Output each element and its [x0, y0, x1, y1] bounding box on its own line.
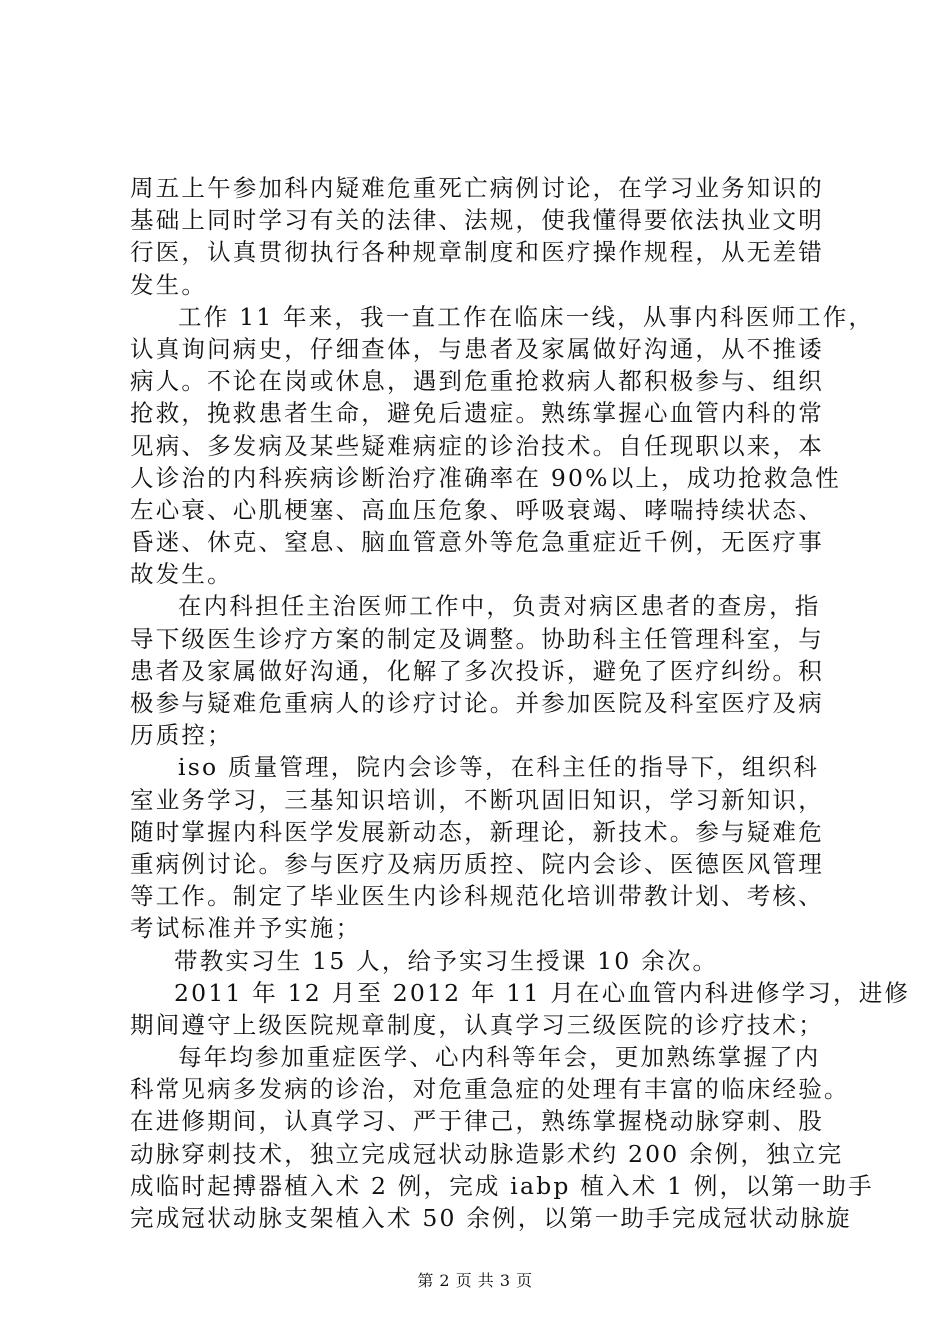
text-line: 等工作。制定了毕业医生内诊科规范化培训带教计划、考核、 — [130, 882, 824, 911]
text-line: 完成冠状动脉支架植入术 50 余例，以第一助手完成冠状动脉旋 — [130, 1204, 852, 1232]
text-line: 随时掌握内科医学发展新动态，新理论，新技术。参与疑难危 — [130, 817, 824, 846]
page-footer: 第 2 页 共 3 页 — [417, 1271, 533, 1290]
text-line: 认真询问病史，仔细查体，与患者及家属做好沟通，从不推诿 — [130, 334, 824, 363]
text-line: 带教实习生 15 人，给予实习生授课 10 余次。 — [174, 946, 719, 975]
text-line: 昏迷、休克、窒息、脑血管意外等危急重症近千例，无医疗事 — [130, 528, 824, 557]
text-line: 室业务学习，三基知识培训，不断巩固旧知识，学习新知识， — [130, 785, 824, 814]
text-line: 科常见病多发病的诊治，对危重急症的处理有丰富的临床经验。 — [130, 1075, 850, 1104]
text-line: 人诊治的内科疾病诊断治疗准确率在 90%以上，成功抢救急性 — [130, 463, 842, 492]
text-line: 工作 11 年来，我一直工作在临床一线，从事内科医师工作， — [178, 302, 875, 331]
text-line: 动脉穿刺技术，独立完成冠状动脉造影术约 200 余例，独立完 — [130, 1139, 844, 1168]
text-line: 见病、多发病及某些疑难病症的诊治技术。自任现职以来，本 — [130, 431, 824, 460]
text-line: 病人。不论在岗或休息，遇到危重抢救病人都积极参与、组织 — [130, 367, 824, 396]
text-line: 重病例讨论。参与医疗及病历质控、院内会诊、医德医风管理 — [130, 849, 824, 878]
text-line: 左心衰、心肌梗塞、高血压危象、呼吸衰竭、哮喘持续状态、 — [130, 495, 824, 524]
text-line: 患者及家属做好沟通，化解了多次投诉，避免了医疗纠纷。积 — [130, 656, 824, 685]
text-line: 在进修期间，认真学习、严于律己，熟练掌握桡动脉穿刺、股 — [130, 1107, 824, 1136]
text-line: 极参与疑难危重病人的诊疗讨论。并参加医院及科室医疗及病 — [130, 689, 824, 717]
text-line: 2011 年 12 月至 2012 年 11 月在心血管内科进修学习，进修 — [174, 978, 911, 1007]
text-line: 期间遵守上级医院规章制度，认真学习三级医院的诊疗技术； — [130, 1010, 824, 1039]
text-line: iso 质量管理，院内会诊等，在科主任的指导下，组织科 — [178, 753, 820, 782]
text-line: 抢救，挽救患者生命，避免后遗症。熟练掌握心血管内科的常 — [130, 399, 824, 428]
text-line: 故发生。 — [130, 560, 233, 589]
text-line: 行医，认真贯彻执行各种规章制度和医疗操作规程，从无差错 — [130, 238, 824, 267]
text-line: 历质控； — [130, 721, 233, 750]
text-line: 基础上同时学习有关的法律、法规，使我懂得要依法执业文明 — [130, 206, 824, 235]
text-line: 周五上午参加科内疑难危重死亡病例讨论，在学习业务知识的 — [130, 174, 824, 202]
text-line: 考试标准并予实施； — [130, 914, 362, 943]
text-line: 在内科担任主治医师工作中，负责对病区患者的查房，指 — [178, 592, 821, 621]
text-line: 每年均参加重症医学、心内科等年会，更加熟练掌握了内 — [178, 1043, 821, 1072]
text-line: 成临时起搏器植入术 2 例，完成 iabp 植入术 1 例，以第一助手 — [130, 1171, 874, 1200]
document-body — [130, 172, 911, 1234]
text-line: 导下级医生诊疗方案的制定及调整。协助科主任管理科室，与 — [130, 624, 824, 653]
text-line: 发生。 — [130, 270, 208, 299]
